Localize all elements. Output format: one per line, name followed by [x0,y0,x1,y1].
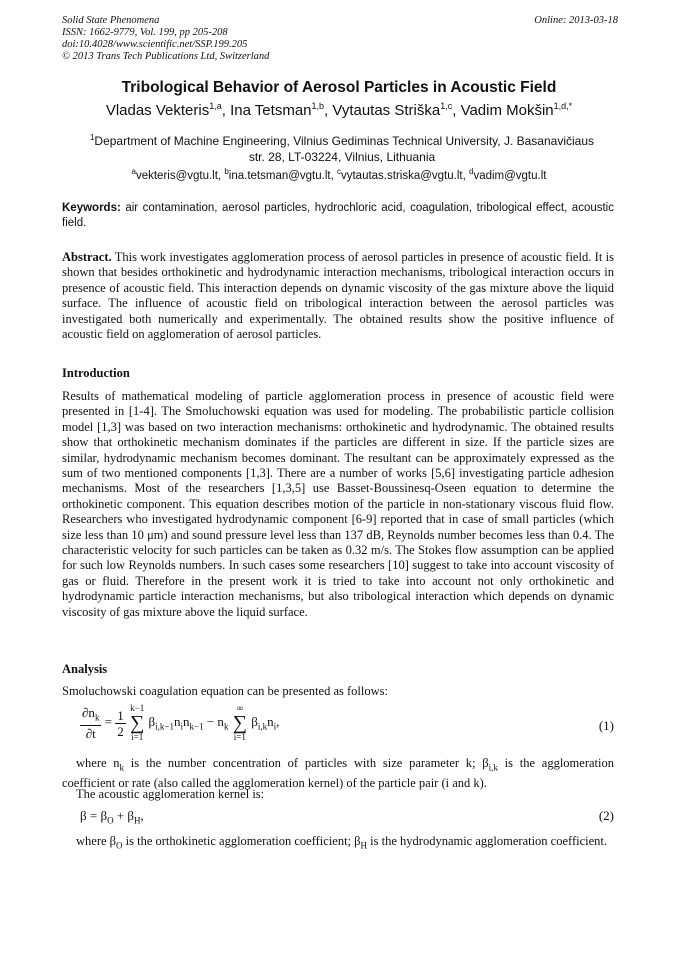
email-sup: a [131,167,136,176]
email-address[interactable]: vytautas.striska@vgtu.lt [340,169,463,182]
email-list: $^a$vekteris@vgtu.lt, $^b$ina.tetsman@vgtu.lt, $^c$vytautas.striska@vgtu.lt, $^d$vadim@vgtu.lt [131,167,547,182]
where-sub: k [119,762,125,773]
author-affil-sup: 1,d,* [553,101,573,111]
affil-line-2: str. 28, LT-03224, Vilnius, Lithuania [248,149,436,164]
email-sup: c [336,167,341,176]
where-text: is the orthokinetic agglomeration coefficient; β [122,834,361,848]
author-list: Vladas Vekteris$^{1,a}$, Ina Tetsman$^{1,b}$, Vytautas Striška$^{1,c}$, Vadim Mokšin$^{1,d,*}$ [105,101,573,119]
keywords-label: Keywords: [62,202,121,214]
where-sub: H [360,840,368,851]
affil-sup: 1 [89,133,95,142]
copyright-line: © 2013 Trans Tech Publications Ltd, Switzerland [62,51,270,62]
where-text: is the number concentration of particles with size parameter k; β [124,756,489,770]
where-text: is the hydrodynamic agglomeration coefficient. [367,834,608,848]
where-sub: i,k [488,762,498,773]
equation-1: $\frac{\partial n_k}{\partial t}$ = $\frac{1}{2}$ k−1 ∑ i=1 $\beta_{i,k-1}n_in_{k-1} - n_k$ ∞ ∑ i=1 $\beta_{i,k}n_i$, (1) [82,703,614,742]
where-text: is the agglomeration coefficient or rate (also called the agglomeration kernel) of the particle pair (i and k). [62,756,614,790]
author-name: Ina Tetsman [230,102,312,119]
analysis-intro: Smoluchowski coagulation equation can be presented as follows: [62,684,388,698]
affil-line-1: Department of Machine Engineering, Vilnius Gediminas Technical University, J. Basanavičiaus [94,134,595,148]
equation-2-explanation [62,834,614,854]
where-sub: O [116,840,123,851]
email-sup: d [468,167,474,176]
journal-header [62,15,618,63]
keywords [62,201,614,231]
author-name: Vladas Vekteris [105,102,210,119]
author-affil-sup: 1,c [440,101,453,111]
introduction-heading: Introduction [62,366,130,380]
abstract [62,250,614,342]
analysis-heading: Analysis [62,662,108,676]
author-affil-sup: 1,b [311,101,325,111]
email-sup: b [224,167,229,176]
email-address[interactable]: vadim@vgtu.lt [473,169,547,182]
keywords-text: air contamination, aerosol particles, hydrochloric acid, coagulation, tribological effect, acoustic field. [62,202,614,229]
online-date: Online: 2013-03-18 [534,15,618,26]
issn-line: ISSN: 1662-9779, Vol. 199, pp 205-208 [62,27,228,38]
where-text: where n [76,756,120,770]
journal-name: Solid State Phenomena [62,15,160,26]
email-address[interactable]: vekteris@vgtu.lt [135,169,218,182]
equation-2: $\beta = \beta_O + \beta_H$, (2) [80,808,614,826]
abstract-text: This work investigates agglomeration process of aerosol particles in presence of acoustic field. It is shown that besides orthokinetic and hydrodynamic interaction mechanisms, tribological interaction occurs in presence of acoustic field. This interaction depends on dynamic viscosity of the gas mixture above the liquid surface. The influence of acoustic field on tribological interaction between the aerosol particles was investigated both numerically and experimentally. The obtained results show the positive influence of acoustic field on agglomeration of aerosol particles. [62,250,615,342]
where-text: where β [76,834,117,848]
author-name: Vytautas Striška [332,102,441,119]
doi-line: doi:10.4028/www.scientific.net/SSP.199.205 [62,39,248,50]
equation-number: (2) [598,808,614,823]
affiliation [66,130,618,165]
paper-title: Tribological Behavior of Aerosol Particles in Acoustic Field [121,79,557,96]
author-name: Vadim Mokšin [460,102,554,119]
equation-number: (1) [598,718,614,733]
kernel-intro: The acoustic agglomeration kernel is: [76,787,265,801]
abstract-label: Abstract. [62,250,112,264]
introduction-text: Results of mathematical modeling of particle agglomeration process in presence of acoustic field were presented in [1-4]. The Smoluchowski equation was used for modeling. The probabilistic particle collision model [1,3] was based on two interaction mechanisms: orthokinetic and hydrodynamic. The obtained results show that orthokinetic mechanism dominates if the particles are different in size. If the particle sizes are similar, hydrodynamic mechanism becomes dominant. The resultant can be approximately expressed as the sum of two mentioned components [1,3]. There are a number of works [5,6] investigating particle adhesion mechanisms. Most of the researchers [1,3,5] use Basset-Boussinesq-Oseen equation to determine the orthokinetic component. This equation describes motion of the particle in non-stationary viscous fluid flow. Researchers who investigated hydrodynamic component [6-9] reported that in case of small particles (which size less than 10 μm) and sound pressure level less than 137 dB, Reynolds number becomes less than 0.4. The characteristic velocity for such particles can be taken as 0.32 m/s. The Stokes flow assumption can be applied for such low Reynolds numbers. In such cases some researchers [10] suggest to take into account viscosity of gas or fluid. Therefore in the present work it is tried to take into account not only orthokinetic and hydrodynamic particle interaction mechanisms, but also tribological interaction which depends on dynamic viscosity of gas mixture above the liquid surface. [62,389,614,619]
email-address[interactable]: ina.tetsman@vgtu.lt [228,169,331,182]
author-affil-sup: 1,a [209,101,222,111]
